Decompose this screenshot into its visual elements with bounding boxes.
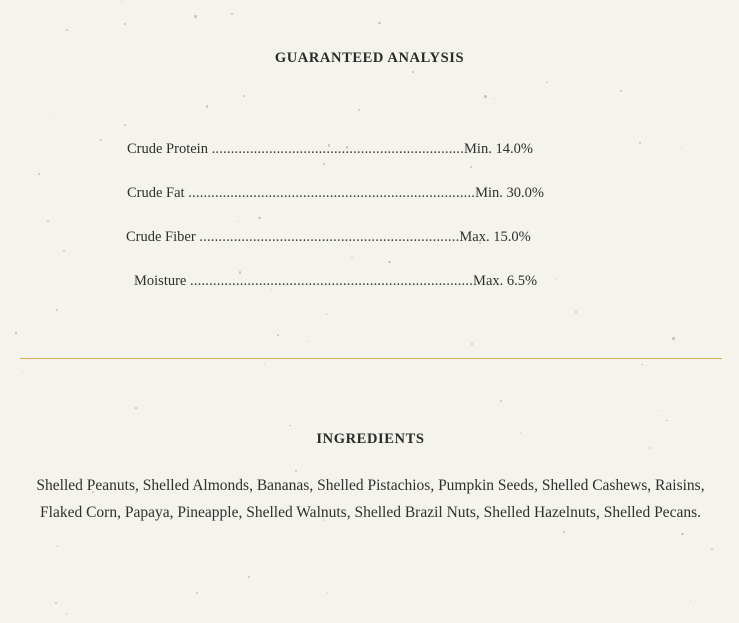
paper-speckle xyxy=(646,365,647,366)
paper-speckle xyxy=(620,90,622,92)
section-divider xyxy=(20,358,722,359)
paper-speckle xyxy=(47,220,49,222)
leader-dots: .......................................................................... xyxy=(189,273,474,289)
paper-speckle xyxy=(351,257,352,258)
paper-speckle xyxy=(471,343,473,345)
leader-dots: .................................................................. xyxy=(211,141,465,157)
paper-speckle xyxy=(327,592,328,593)
paper-speckle xyxy=(358,109,360,111)
paper-speckle xyxy=(55,602,57,604)
analysis-row-moisture xyxy=(134,271,610,291)
paper-speckle xyxy=(277,334,279,336)
paper-speckle xyxy=(308,341,309,342)
paper-speckle xyxy=(666,420,668,422)
paper-speckle xyxy=(15,332,16,333)
analysis-row-name: Crude Protein xyxy=(127,141,208,157)
analysis-row-crude-fiber xyxy=(126,227,618,247)
paper-speckle xyxy=(243,95,245,97)
ingredients-list: Shelled Peanuts, Shelled Almonds, Bananas, Shelled Pistachios, Pumpkin Seeds, Shelled Cashews, Raisins, Flaked Corn, Papaya, Pineapple, Shelled Walnuts, Shelled Brazil Nuts, Shelled Hazelnuts, Shelled Pecans. xyxy=(36,477,705,521)
paper-speckle xyxy=(100,139,102,141)
paper-speckle xyxy=(194,15,196,17)
paper-speckle xyxy=(231,13,233,15)
paper-speckle xyxy=(326,313,327,314)
analysis-row-name: Crude Fiber xyxy=(126,229,196,245)
leader-dots: ........................................................................... xyxy=(188,185,476,201)
paper-speckle xyxy=(681,148,682,149)
paper-speckle xyxy=(711,548,713,550)
paper-speckle xyxy=(661,410,662,411)
paper-speckle xyxy=(289,425,290,426)
paper-speckle xyxy=(258,217,260,219)
paper-speckle xyxy=(484,95,487,98)
paper-speckle xyxy=(672,337,674,339)
paper-speckle xyxy=(238,221,239,222)
leader-dots: .................................................................... xyxy=(199,229,460,245)
paper-speckle xyxy=(248,576,250,578)
analysis-row-crude-protein xyxy=(127,139,617,159)
paper-speckle xyxy=(206,105,208,107)
paper-speckle xyxy=(641,364,643,366)
paper-speckle xyxy=(124,23,126,25)
paper-speckle xyxy=(63,250,65,252)
paper-speckle xyxy=(124,124,126,126)
paper-speckle xyxy=(196,592,198,594)
paper-speckle xyxy=(681,533,684,536)
paper-speckle xyxy=(50,115,51,116)
analysis-row-value: Max. 6.5% xyxy=(473,273,538,289)
analysis-row-value: Min. 30.0% xyxy=(475,185,544,201)
paper-speckle xyxy=(323,163,325,165)
paper-speckle xyxy=(563,531,564,532)
analysis-row-value: Min. 14.0% xyxy=(464,141,533,157)
guaranteed-analysis-heading: GUARANTEED ANALYSIS xyxy=(274,50,465,66)
paper-speckle xyxy=(690,600,691,601)
paper-speckle xyxy=(22,372,23,373)
analysis-row-name: Moisture xyxy=(134,273,187,289)
paper-speckle xyxy=(500,400,502,402)
analysis-row-name: Crude Fat xyxy=(127,185,185,201)
analysis-row-crude-fat xyxy=(127,183,617,203)
paper-speckle xyxy=(57,545,59,547)
paper-speckle xyxy=(56,309,58,311)
paper-speckle xyxy=(135,407,137,409)
paper-speckle xyxy=(494,98,495,99)
paper-speckle xyxy=(38,173,40,175)
paper-speckle xyxy=(412,71,414,73)
paper-speckle xyxy=(264,363,265,364)
analysis-row-value: Max. 15.0% xyxy=(459,229,531,245)
paper-speckle xyxy=(378,22,381,25)
paper-speckle xyxy=(66,613,68,615)
paper-speckle xyxy=(388,261,390,263)
paper-speckle xyxy=(639,142,641,144)
paper-speckle xyxy=(470,166,472,168)
paper-speckle xyxy=(66,29,68,31)
ingredients-heading: INGREDIENTS xyxy=(316,431,425,447)
paper-speckle xyxy=(546,82,547,83)
paper-speckle xyxy=(575,311,577,313)
paper-speckle xyxy=(121,1,122,2)
